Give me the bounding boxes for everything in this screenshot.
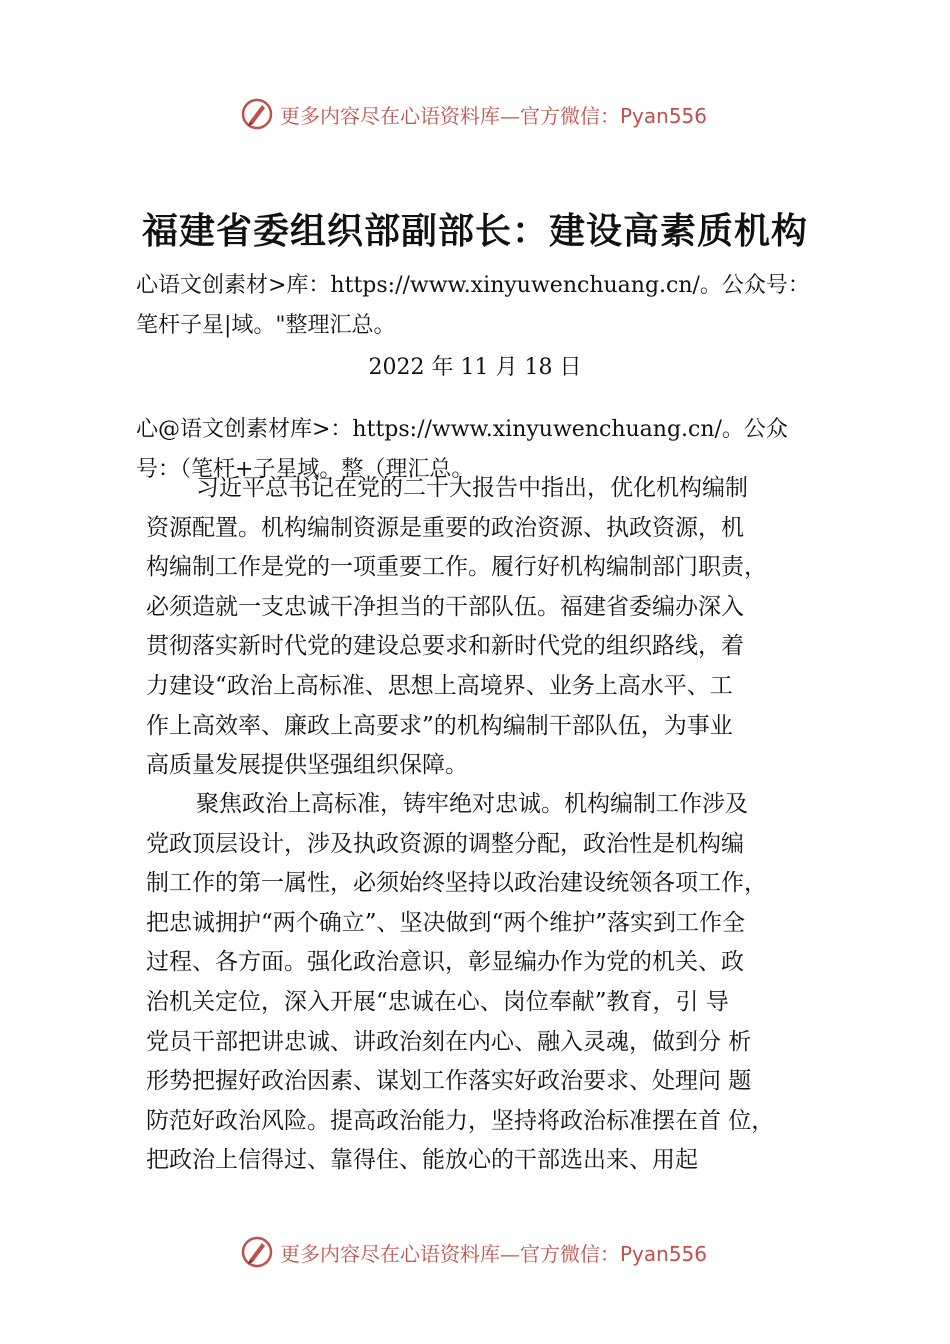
paragraph-2	[146, 785, 826, 1181]
paragraph-line: 必须造就一支忠诚干净担当的干部队伍。福建省委编办深入	[146, 593, 744, 620]
banner-text	[280, 100, 707, 129]
paragraph-line: 过程、各方面。强化政治意识，彰显编办作为党的机关、政	[146, 949, 744, 976]
paragraph-line: 形势把握好政治因素、谋划工作落实好政治要求、处理问 题	[146, 1068, 752, 1095]
paragraph-line: 防范好政治风险。提高政治能力，坚持将政治标准摆在首 位，	[146, 1107, 775, 1134]
paragraph-line: 党员干部把讲忠诚、讲政治刻在内心、融入灵魂，做到分 析	[146, 1028, 752, 1055]
publish-date: 2022 年 11 月 18 日	[368, 355, 582, 380]
source-note-2-line: 心@语文创素材库>：https://www.xinyuwenchuang.cn/。公众	[136, 417, 788, 442]
paragraph-line: 把政治上信得过、靠得住、能放心的干部选出来、用起	[146, 1147, 698, 1174]
banner-text	[280, 1238, 707, 1267]
banner-content	[240, 1232, 707, 1272]
header-banner	[0, 94, 950, 134]
document-title: 福建省委组织部副部长：建设高素质机构	[141, 210, 808, 252]
paragraph-line: 贯彻落实新时代党的建设总要求和新时代党的组织路线，着	[146, 633, 744, 660]
paragraph-line: 制工作的第一属性，必须始终坚持以政治建设统领各项工作，	[146, 870, 767, 897]
banner-content	[240, 94, 707, 134]
source-note-1-line: 笔杆子星|域。"整理汇总。	[136, 312, 396, 338]
paragraph-line: 聚焦政治上高标准，铸牢绝对忠诚。机构编制工作涉及	[196, 791, 748, 817]
paragraph-line: 习近平总书记在党的二十大报告中指出，优化机构编制	[196, 475, 748, 501]
paragraph-line: 作上高效率、廉政上高要求”的机构编制干部队伍，为事业	[146, 712, 733, 739]
pen-logo-icon	[240, 1235, 274, 1269]
paragraph-line: 把忠诚拥护“两个确立”、坚决做到“两个维护”落实到工作全	[146, 909, 746, 936]
banner-wechat-id: Pyan556	[620, 103, 708, 128]
source-note-1-line: 心语文创素材>库：https://www.xinyuwenchuang.cn/。公众号：	[136, 273, 810, 298]
paragraph-line: 构编制工作是党的一项重要工作。履行好机构编制部门职责，	[146, 554, 767, 581]
banner-wechat-id: Pyan556	[620, 1241, 708, 1266]
paragraph-1	[146, 469, 826, 786]
paragraph-line: 治机关定位，深入开展“忠诚在心、岗位奉献”教育，引 导	[146, 988, 729, 1015]
paragraph-line: 资源配置。机构编制资源是重要的政治资源、执政资源，机	[146, 514, 744, 541]
paragraph-line: 力建设“政治上高标准、思想上高境界、业务上高水平、工	[146, 672, 733, 699]
footer-banner	[0, 1232, 950, 1272]
source-note-2-line: 号：（笔杆+子星域。整（理汇总。	[136, 456, 474, 482]
banner-slogan: 更多内容尽在心语资料库—官方微信：	[280, 103, 620, 128]
banner-slogan: 更多内容尽在心语资料库—官方微信：	[280, 1241, 620, 1266]
source-note-1	[136, 271, 856, 350]
paragraph-line: 高质量发展提供坚强组织保障。	[146, 752, 468, 779]
paragraph-line: 党政顶层设计，涉及执政资源的调整分配，政治性是机构编	[146, 830, 744, 857]
pen-logo-icon	[240, 97, 274, 131]
